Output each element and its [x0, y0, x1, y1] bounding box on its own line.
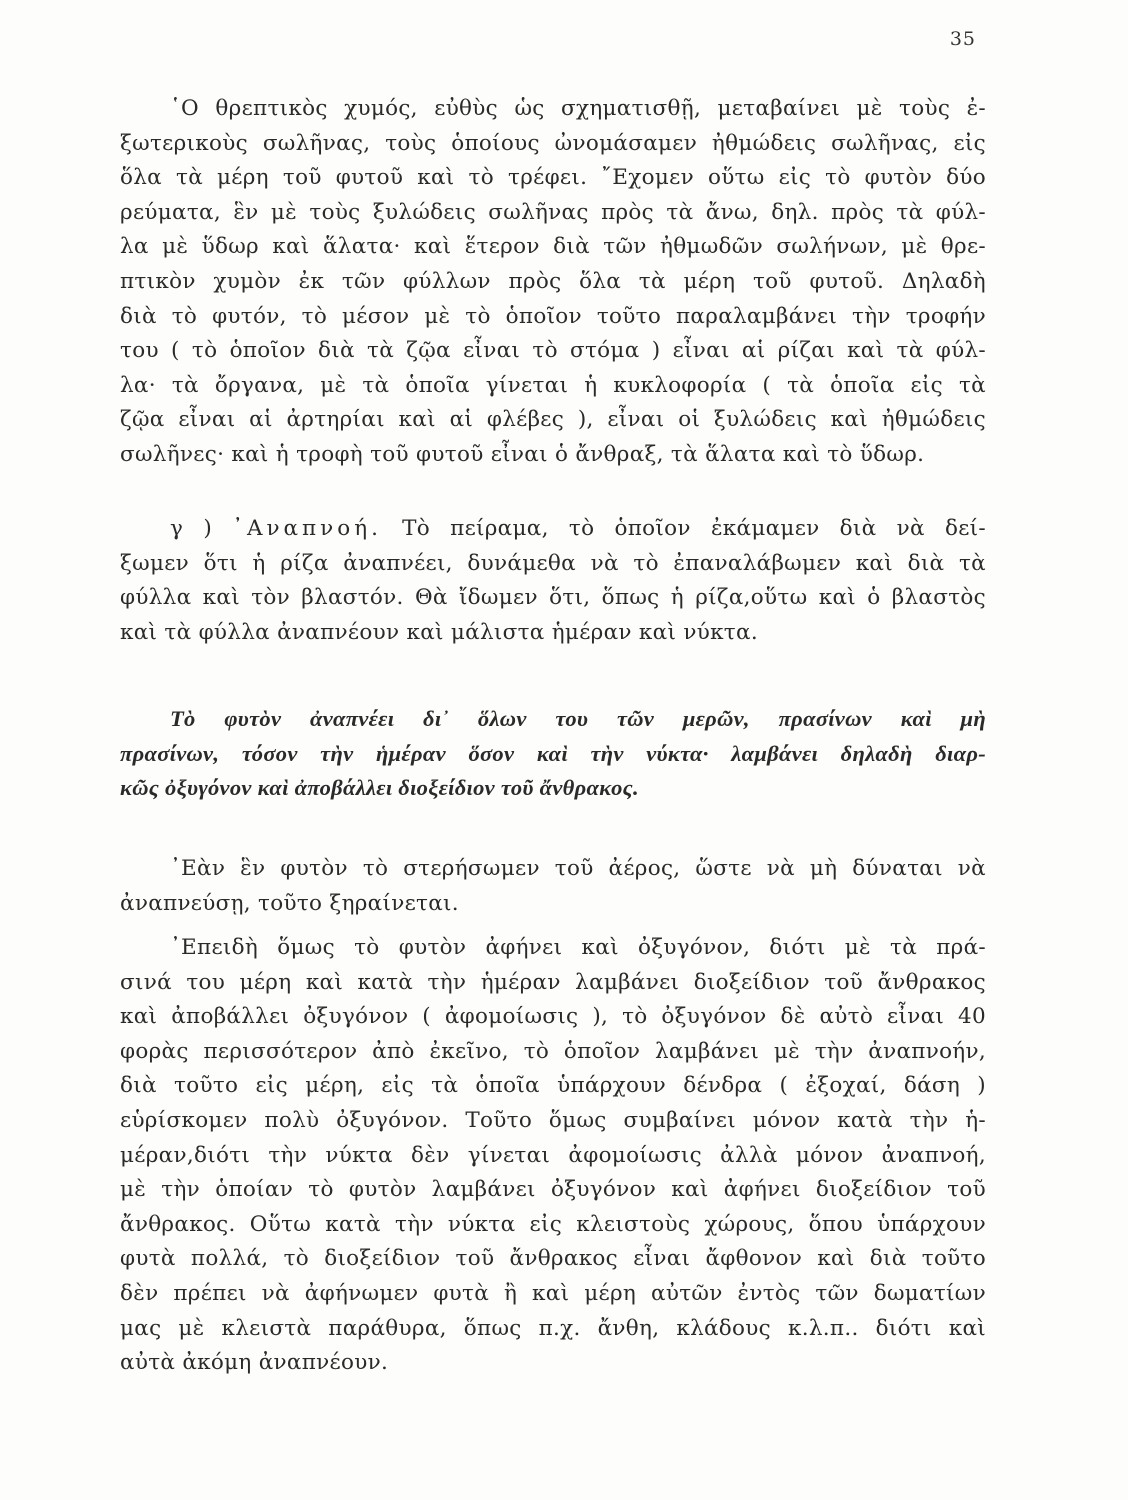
paragraph-oxygen-release — [120, 931, 986, 1381]
text-line: ᾽Επειδὴ ὅμως τὸ φυτὸν ἀφήνει καὶ ὀξυγόνον, διότι μὲ τὰ πρά- — [170, 935, 986, 960]
text-line: ῾Ο θρεπτικὸς χυμός, εὐθὺς ὡς σχηματισθῇ, μεταβαίνει μὲ τοὺς ἐ- — [170, 96, 986, 121]
text-line: ᾽Εὰν ἓν φυτὸν τὸ στερήσωμεν τοῦ ἀέρος, ὥστε νὰ μὴ δύναται νὰ — [170, 856, 986, 881]
section-heading-line — [120, 512, 986, 547]
text-line: καὶ ἀποβάλλει ὀξυγόνον ( ἀφομοίωσις ), τὸ ὀξυγόνον δὲ αὐτὸ εἶναι 40 — [120, 1004, 986, 1030]
section-marker: γ ) — [170, 516, 213, 541]
text-line-rest: Τὸ πείραμα, τὸ ὁποῖον ἐκάμαμεν διὰ νὰ δεί- — [402, 516, 986, 541]
paragraph-nutrient-flow — [120, 92, 986, 473]
paragraph-emphasis — [120, 702, 986, 806]
text-line: δὲν πρέπει νὰ ἀφήνωμεν φυτὰ ἢ καὶ μέρη αὐτῶν ἐντὸς τῶν δωματίων — [120, 1280, 986, 1306]
text-line: αὐτὰ ἀκόμη ἀναπνέουν. — [120, 1350, 389, 1376]
section-heading: ᾽Αναπνοή. — [232, 516, 382, 541]
text-line: μὲ τὴν ὁποίαν τὸ φυτὸν λαμβάνει ὀξυγόνον καὶ ἀφήνει διοξείδιον τοῦ — [120, 1177, 986, 1203]
text-line: ξωμεν ὅτι ἡ ρίζα ἀναπνέει, δυνάμεθα νὰ τὸ ἐπαναλάβωμεν καὶ διὰ τὰ — [120, 550, 986, 576]
text-line: σωλῆνες· καὶ ἡ τροφὴ τοῦ φυτοῦ εἶναι ὁ ἄνθραξ, τὰ ἅλατα καὶ τὸ ὕδωρ. — [120, 441, 925, 467]
text-line: μας μὲ κλειστὰ παράθυρα, ὅπως π.χ. ἄνθη, κλάδους κ.λ.π.. διότι καὶ — [120, 1315, 986, 1341]
text-line: Τὸ φυτὸν ἀναπνέει δι᾽ ὅλων του τῶν μερῶν, πρασίνων καὶ μὴ — [170, 706, 986, 731]
paragraph-respiration — [120, 512, 986, 650]
text-line: ἄνθρακος. Οὕτω κατὰ τὴν νύκτα εἰς κλειστοὺς χώρους, ὅπου ὑπάρχουν — [120, 1211, 986, 1237]
text-line: λα· τὰ ὄργανα, μὲ τὰ ὁποῖα γίνεται ἡ κυκλοφορία ( τὰ ὁποῖα εἰς τὰ — [120, 372, 986, 398]
text-line: πρασίνων, τόσον τὴν ἡμέραν ὅσον καὶ τὴν νύκτα· λαμβάνει δηλαδὴ διαρ- — [120, 740, 986, 766]
text-line: ἀναπνεύσῃ, τοῦτο ξηραίνεται. — [120, 890, 459, 916]
text-line: μέραν,διότι τὴν νύκτα δὲν γίνεται ἀφομοίωσις ἀλλὰ μόνον ἀναπνοή, — [120, 1142, 986, 1168]
text-line: φορὰς περισσότερον ἀπὸ ἐκεῖνο, τὸ ὁποῖον λαμβάνει μὲ τὴν ἀναπνοήν, — [120, 1038, 986, 1064]
text-line: ζῷα εἶναι αἱ ἀρτηρίαι καὶ αἱ φλέβες ), εἶναι οἱ ξυλώδεις καὶ ἠθμώδεις — [120, 407, 986, 433]
text-line: διὰ τοῦτο εἰς μέρη, εἰς τὰ ὁποῖα ὑπάρχουν δένδρα ( ἐξοχαί, δάση ) — [120, 1073, 986, 1099]
text-line: πτικὸν χυμὸν ἐκ τῶν φύλλων πρὸς ὅλα τὰ μέρη τοῦ φυτοῦ. Δηλαδὴ — [120, 268, 986, 294]
text-line: ρεύματα, ἓν μὲ τοὺς ξυλώδεις σωλῆνας πρὸς τὰ ἄνω, δηλ. πρὸς τὰ φύλ- — [120, 199, 986, 225]
text-line: σινά του μέρη καὶ κατὰ τὴν ἡμέραν λαμβάνει διοξείδιον τοῦ ἄνθρακος — [120, 969, 986, 995]
text-line: κῶς ὀξυγόνον καὶ ἀποβάλλει διοξείδιον τοῦ ἄνθρακος. — [120, 775, 639, 801]
text-line: φύλλα καὶ τὸν βλαστόν. Θὰ ἴδωμεν ὅτι, ὅπως ἡ ρίζα,οὕτω καὶ ὁ βλαστὸς — [120, 585, 986, 611]
text-line: φυτὰ πολλά, τὸ διοξείδιον τοῦ ἄνθρακος εἶναι ἄφθονον καὶ διὰ τοῦτο — [120, 1246, 986, 1272]
text-line: ξωτερικοὺς σωλῆνας, τοὺς ὁποίους ὠνομάσαμεν ἠθμώδεις σωλῆνας, εἰς — [120, 130, 986, 156]
text-line: ὅλα τὰ μέρη τοῦ φυτοῦ καὶ τὸ τρέφει. ῎Εχομεν οὕτω εἰς τὸ φυτὸν δύο — [120, 165, 986, 191]
paragraph-air-deprivation — [120, 852, 986, 921]
text-line: εὑρίσκομεν πολὺ ὀξυγόνον. Τοῦτο ὅμως συμβαίνει μόνον κατὰ τὴν ἡ- — [120, 1107, 986, 1133]
text-line: του ( τὸ ὁποῖον διὰ τὰ ζῷα εἶναι τὸ στόμα ) εἶναι αἱ ρίζαι καὶ τὰ φύλ- — [120, 338, 986, 364]
text-line: καὶ τὰ φύλλα ἀναπνέουν καὶ μάλιστα ἡμέραν καὶ νύκτα. — [120, 619, 758, 645]
text-line: λα μὲ ὕδωρ καὶ ἅλατα· καὶ ἕτερον διὰ τῶν ἠθμωδῶν σωλήνων, μὲ θρε- — [120, 234, 986, 260]
text-line: διὰ τὸ φυτόν, τὸ μέσον μὲ τὸ ὁποῖον τοῦτο παραλαμβάνει τὴν τροφήν — [120, 303, 986, 329]
page-number: 35 — [949, 28, 976, 50]
